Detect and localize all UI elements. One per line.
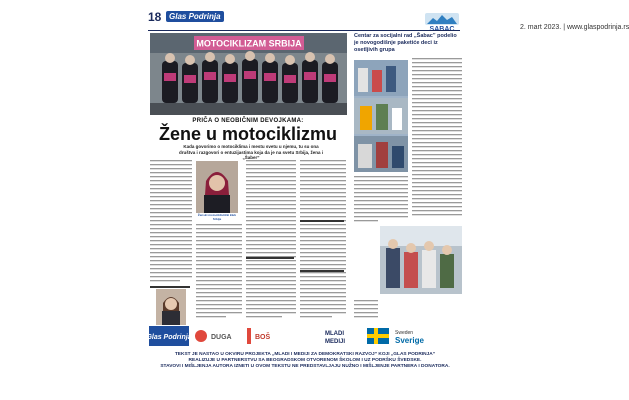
portrait-caption: Ženski motociklistički klub Srbija xyxy=(197,213,237,221)
second-portrait-photo xyxy=(156,289,186,325)
city-logo xyxy=(419,12,465,32)
woman-portrait-photo xyxy=(196,161,238,213)
story-kicker: PRIČA O NEOBIČNIM DEVOJKAMA: xyxy=(192,118,304,124)
disclaimer-line-3: STAVOVI I MIŠLJENJA AUTORA IZNETI U OVOM TEKSTU NE PREDSTAVLJAJU NUŽNO I MIŠLJENJE PARTNERA I DONATORA. xyxy=(160,364,450,370)
page-header xyxy=(148,10,629,32)
bikers-group-photo xyxy=(150,33,347,115)
brand-label: Glas Podrinja xyxy=(166,11,224,22)
sponsor-mediji: MEDIJI xyxy=(325,339,346,345)
banner-text: MOTOCIKLIZAM SRBIJA xyxy=(196,38,302,49)
children-gifts-photo xyxy=(380,226,462,294)
sponsor-sweden: Sweden xyxy=(395,330,414,336)
column-4 xyxy=(300,160,346,317)
story-headline: Žene u motociklizmu xyxy=(158,124,338,144)
story-deck: Kada govorimo o motociklima i mestu svetu u njemu, tu su ona društva i razgovori o entuzijastima koja da je na svetu Srbija, žena i „Šaber” xyxy=(178,144,324,160)
sponsor-strip xyxy=(146,322,462,350)
right-story-headline: Centar za socijalni rad „Šabac” podelio je novogodišnje paketiće deci iz osetljivih grupa xyxy=(354,33,457,53)
sponsor-logos xyxy=(146,322,462,350)
project-disclaimer xyxy=(150,352,460,371)
disclaimer-line-1: TEKST JE NASTAO U OKVIRU PROJEKTA „MLADI I MEDIJI ZA DEMOKRATSKI RAZVOJ” KOJI „GLAS PODRINJA” xyxy=(174,352,436,357)
column-3 xyxy=(246,160,296,317)
page-number: 18 xyxy=(148,10,162,24)
column-2 xyxy=(196,224,242,317)
sponsor-bos: BOŠ xyxy=(255,334,271,341)
sponsor-glas-podrinja: Glas Podrinja xyxy=(146,334,192,341)
duga-icon xyxy=(195,330,207,342)
issue-date: 2. mart 2023. | www.glaspodrinja.rs xyxy=(520,24,629,31)
disclaimer-line-2: REALIZUJE U PARTNERSTVU SA BEOGRADSKOM OTVORENOM ŠKOLOM I UZ PODRŠKU ŠVEDSKE. xyxy=(188,358,422,364)
charity-photo-stack xyxy=(354,60,408,172)
header-rule xyxy=(148,30,460,31)
column-1 xyxy=(150,160,192,281)
sponsor-mladi: MLADI xyxy=(325,331,344,337)
photo-illustration xyxy=(150,33,347,115)
sponsor-sverige: Sverige xyxy=(395,336,424,345)
sponsor-duga: DUGA xyxy=(211,334,232,341)
